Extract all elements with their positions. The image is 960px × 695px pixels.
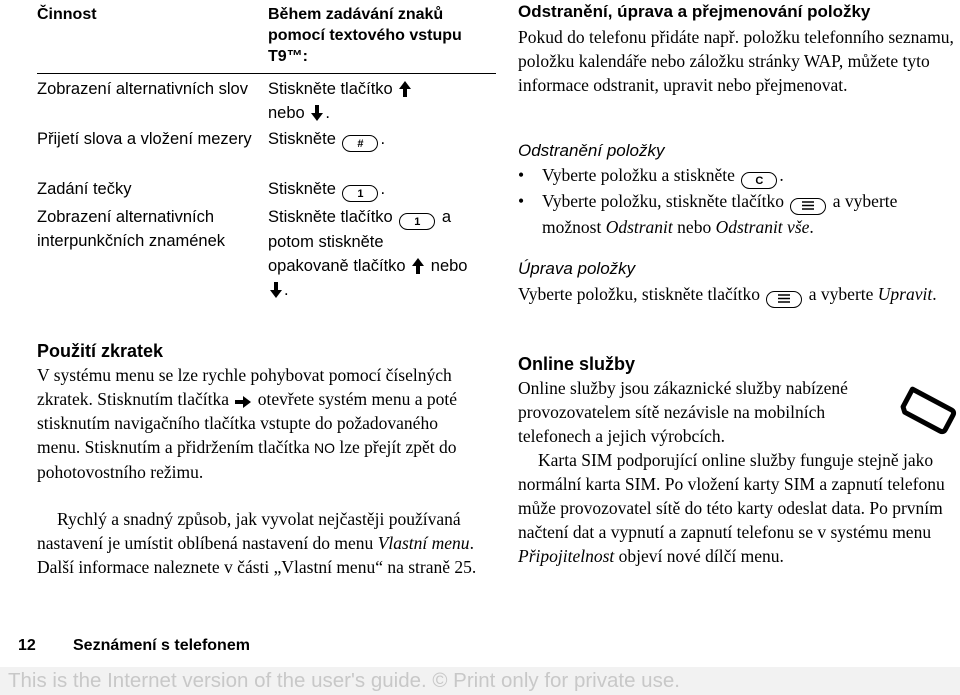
- no-key-label: NO: [314, 440, 336, 456]
- edit-section-intro: Pokud do telefonu přidáte např. položku telefonního seznamu, položku kalendáře nebo záložku stránky WAP, můžete tyto informace odstranit, upravit nebo přejmenovat.: [518, 27, 954, 95]
- arrow-down-icon: [270, 282, 282, 298]
- table-row-left: Přijetí slova a vložení mezery: [37, 130, 252, 148]
- online-services-paragraph-2: Karta SIM podporující online služby funguje stejně jako normální karta SIM. Po vložení karty SIM a zapnutí telefonu může provozovatel sítě do této karty odeslat data. Po prvním načtení dat a vypnutí a zapnutí telefonu se v systému menu Připojitelnost objeví nové dílčí menu.: [518, 450, 945, 566]
- table-row-right: Stiskněte # .: [268, 130, 386, 150]
- edit-section-heading: Odstranění, úprava a přejmenování položky: [518, 2, 871, 21]
- one-key-icon: 1: [399, 213, 435, 230]
- arrow-right-icon: [235, 396, 251, 408]
- sim-card-icon: [898, 385, 958, 437]
- menu-key-icon: [790, 198, 826, 215]
- arrow-up-icon: [399, 81, 411, 97]
- arrow-up-icon: [412, 258, 424, 274]
- table-header-action: Činnost: [37, 6, 97, 23]
- table-row-left: Zobrazení alternativních slov: [37, 80, 248, 98]
- arrow-down-icon: [311, 105, 323, 121]
- online-services-paragraph-1: Online služby jsou zákaznické služby nabízené provozovatelem sítě nezávisle na mobilních telefonech a jejich výrobcích.: [518, 378, 848, 446]
- table-row-left: Zobrazení alternativních interpunkčních znamének: [37, 208, 226, 250]
- shortcuts-paragraph-1: V systému menu se lze rychle pohybovat pomocí číselných zkratek. Stisknutím tlačítka otevřete systém menu a poté stisknutím navigačního tlačítka vstupte do požadovaného menu. Stisknutím a přidržením tlačítka NO lze přejít zpět do pohotovostního režimu.: [37, 365, 457, 482]
- table-row-right: Stiskněte tlačítko nebo .: [268, 77, 493, 125]
- c-key-icon: C: [741, 172, 777, 189]
- internet-version-notice: This is the Internet version of the user's guide. © Print only for private use.: [0, 667, 960, 695]
- list-item: • Vyberte položku, stiskněte tlačítko a vyberte možnost Odstranit nebo Odstranit vše.: [518, 191, 898, 237]
- online-services-heading: Online služby: [518, 354, 636, 374]
- table-row-left: Zadání tečky: [37, 180, 132, 198]
- shortcuts-heading: Použití zkratek: [37, 341, 164, 361]
- hash-key-icon: #: [342, 135, 378, 152]
- menu-key-icon: [766, 291, 802, 308]
- delete-item-list: [518, 163, 958, 239]
- table-header-t9: Během zadávání znaků pomocí textového vstupu T9™:: [268, 6, 462, 65]
- edit-item-heading: Úprava položky: [518, 259, 636, 278]
- shortcuts-paragraph-2: Rychlý a snadný způsob, jak vyvolat nejčastěji používaná nastavení je umístit oblíbená nastavení do menu Vlastní menu. Další informace naleznete v části „Vlastní menu“ na straně 25.: [37, 509, 477, 577]
- list-item: • Vyberte položku a stiskněte C .: [518, 165, 784, 187]
- section-title: Seznámení s telefonem: [73, 637, 250, 654]
- table-row-right: Stiskněte 1 .: [268, 180, 386, 200]
- delete-item-heading: Odstranění položky: [518, 141, 665, 160]
- edit-item-text: Vyberte položku, stiskněte tlačítko a vyberte Upravit.: [518, 282, 958, 308]
- page-number: 12: [18, 637, 36, 654]
- table-header-rule: [37, 73, 496, 74]
- one-key-icon: 1: [342, 185, 378, 202]
- table-row-right: Stiskněte tlačítko 1 a potom stiskněte opakovaně tlačítko nebo .: [268, 208, 468, 299]
